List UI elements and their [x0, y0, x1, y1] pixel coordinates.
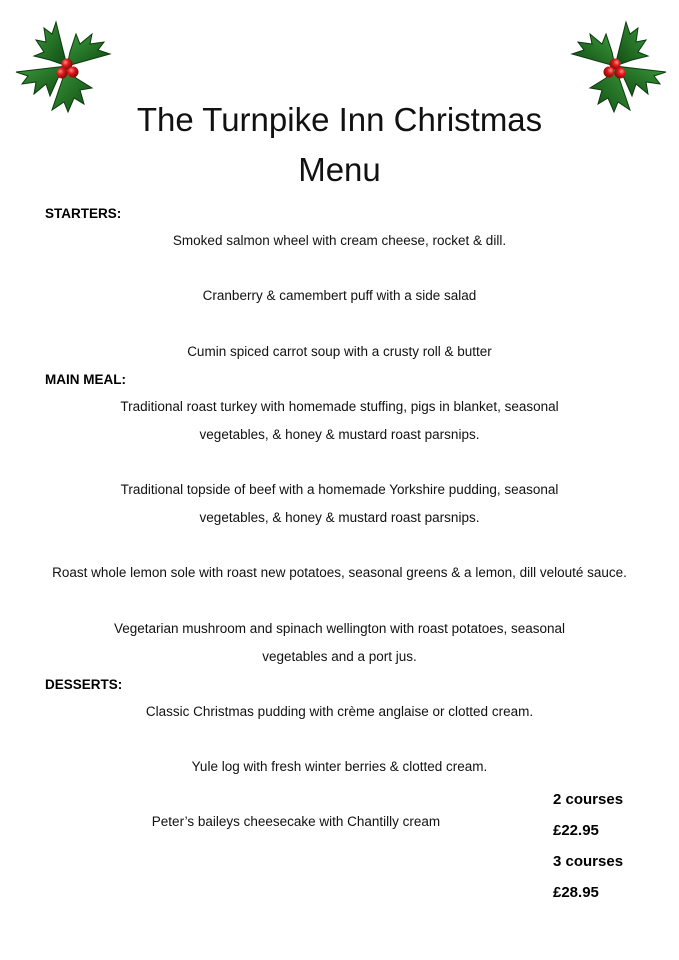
holly-icon: [566, 14, 670, 114]
menu-item-main: Vegetarian mushroom and spinach wellington with roast potatoes, seasonal: [113, 621, 566, 636]
price-value-2-courses: £22.95: [553, 822, 599, 839]
page-title: The Turnpike Inn Christmas: [136, 101, 543, 138]
menu-item-main-continued: vegetables and a port jus.: [262, 649, 417, 664]
menu-item-dessert: Classic Christmas pudding with crème anglaise or clotted cream.: [145, 704, 534, 719]
menu-item-dessert: Peter’s baileys cheesecake with Chantilly cream: [151, 814, 441, 829]
section-heading-main-meal: MAIN MEAL:: [45, 372, 126, 387]
menu-item-main-continued: vegetables, & honey & mustard roast parsnips.: [199, 427, 480, 442]
section-heading-desserts: DESSERTS:: [45, 677, 123, 692]
page-title-line2: Menu: [298, 151, 381, 188]
menu-item-starter: Cranberry & camembert puff with a side salad: [202, 288, 477, 303]
menu-item-main-continued: vegetables, & honey & mustard roast parsnips.: [199, 510, 480, 525]
menu-item-starter: Smoked salmon wheel with cream cheese, rocket & dill.: [172, 233, 507, 248]
menu-item-main: Traditional roast turkey with homemade stuffing, pigs in blanket, seasonal: [120, 399, 559, 414]
holly-icon: [12, 14, 116, 114]
price-label-3-courses: 3 courses: [553, 853, 624, 870]
price-value-3-courses: £28.95: [553, 884, 599, 901]
section-heading-starters: STARTERS:: [45, 206, 122, 221]
menu-item-starter: Cumin spiced carrot soup with a crusty roll & butter: [187, 344, 492, 359]
menu-item-main: Roast whole lemon sole with roast new potatoes, seasonal greens & a lemon, dill velouté sauce.: [52, 565, 627, 580]
menu-item-main: Traditional topside of beef with a homemade Yorkshire pudding, seasonal: [120, 482, 559, 497]
menu-item-dessert: Yule log with fresh winter berries & clotted cream.: [191, 759, 488, 774]
price-label-2-courses: 2 courses: [553, 791, 624, 808]
